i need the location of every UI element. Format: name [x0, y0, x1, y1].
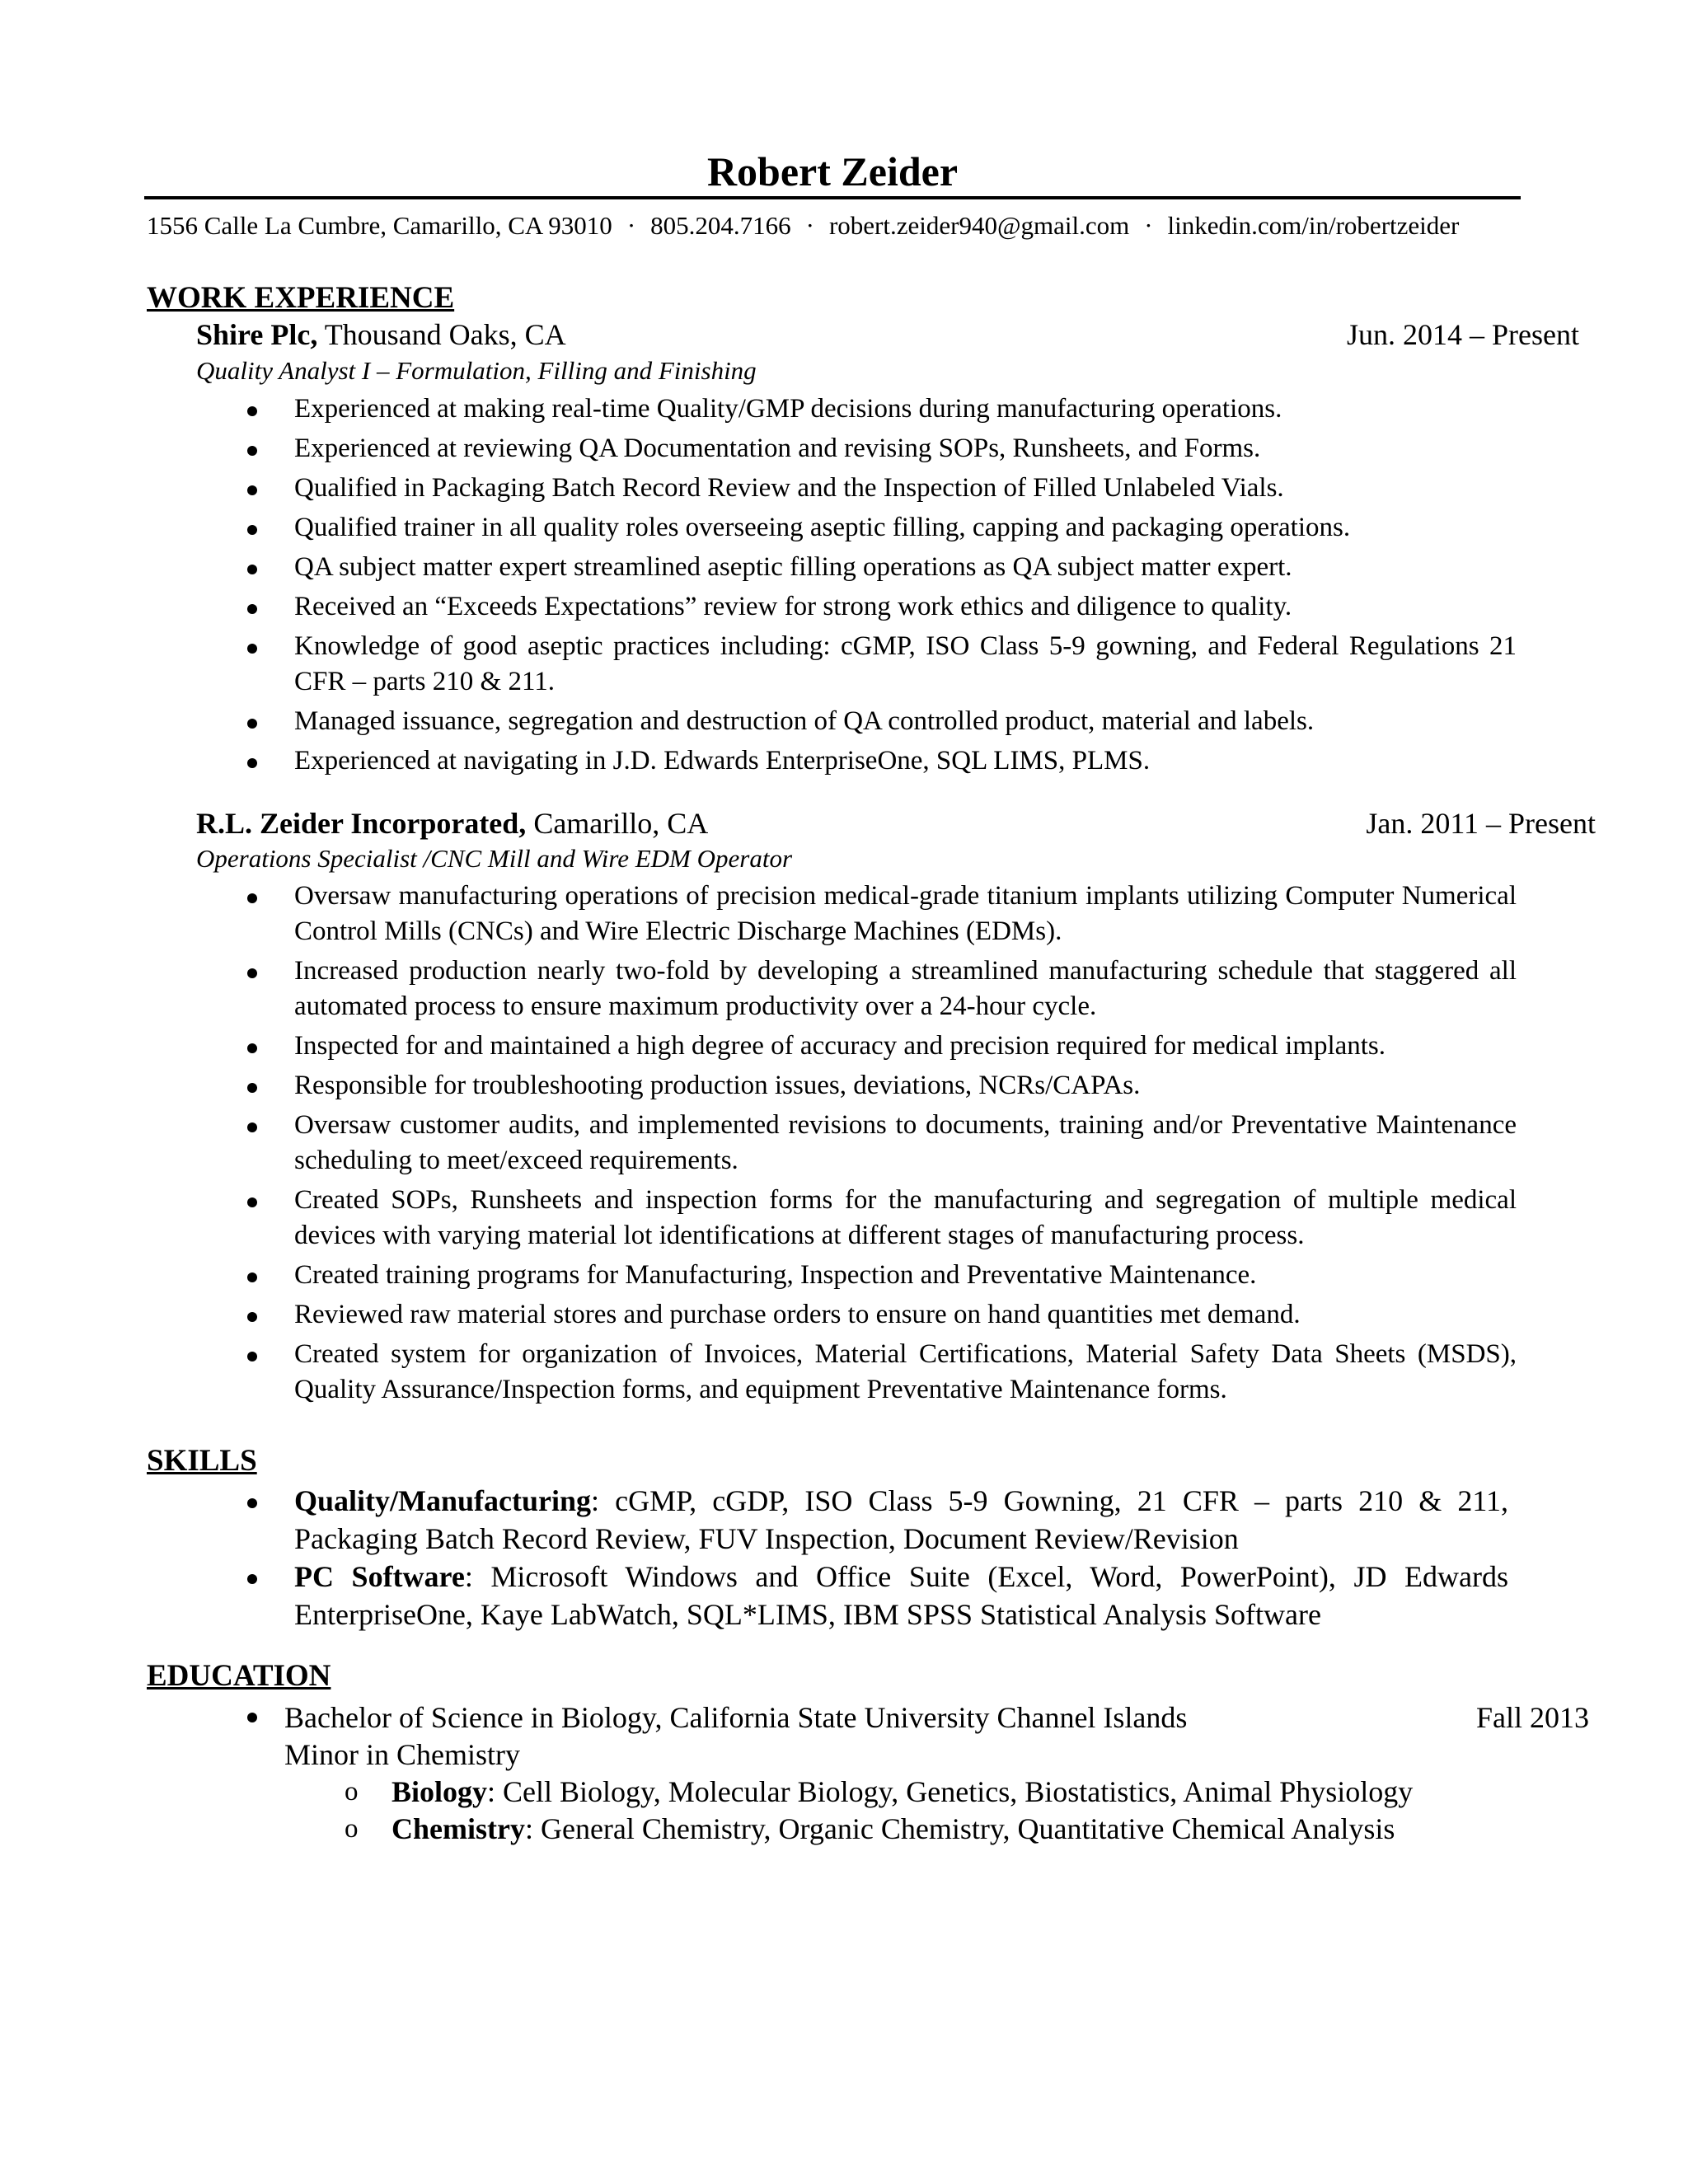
phone: 805.204.7166: [650, 211, 791, 240]
list-item: [247, 704, 1517, 739]
candidate-name: Robert Zeider: [706, 148, 959, 194]
coursework-label: Biology: [392, 1775, 488, 1808]
bullet-text: Oversaw manufacturing operations of precision medical-grade titanium implants utilizing Computer Numerical Control Mills (CNCs) and Wire Electric Discharge Machines (EDMs).: [294, 881, 1517, 946]
list-item: [247, 431, 1517, 466]
bullet-text: Increased production nearly two-fold by developing a streamlined manufacturing schedule that staggered all automated process to ensure maximum productivity over a 24-hour cycle.: [294, 956, 1517, 1021]
list-item: [247, 1068, 1517, 1104]
bullet-text: Created system for organization of Invoices, Material Certifications, Material Safety Data Sheets (MSDS), Quality Assurance/Inspection forms, and equipment Preventative Maintenance forms.: [294, 1339, 1517, 1404]
bullet-text: QA subject matter expert streamlined aseptic filling operations as QA subject matter expert.: [294, 552, 1292, 582]
list-item: [247, 1558, 1508, 1633]
list-item: [247, 1482, 1508, 1558]
bullet-marker: [247, 565, 257, 574]
contact-line: [147, 208, 1564, 244]
list-item: [247, 1183, 1517, 1254]
bullet-marker: [247, 1713, 257, 1722]
bullet-marker: [247, 446, 257, 456]
list-item: [247, 1258, 1517, 1293]
bullet-text: Qualified trainer in all quality roles overseeing aseptic filling, capping and packaging operations.: [294, 513, 1351, 542]
bullet-marker: [247, 604, 257, 614]
skills-list: [247, 1482, 1508, 1633]
skill-text: : cGMP, cGDP, ISO Class 5-9 Gowning, 21 CFR – parts 210 & 211, Packaging Batch Record Review, FUV Inspection, Document Review/Revision: [294, 1484, 1508, 1555]
job-header: [196, 804, 708, 843]
minor: Minor in Chemistry: [284, 1738, 520, 1771]
coursework-line: [392, 1810, 1395, 1848]
coursework-text: : General Chemistry, Organic Chemistry, Quantitative Chemical Analysis: [524, 1812, 1395, 1845]
list-item: [247, 550, 1517, 585]
bullet-text: Experienced at reviewing QA Documentation and revising SOPs, Runsheets, and Forms.: [294, 434, 1261, 463]
list-item: [247, 629, 1517, 700]
list-item: [247, 589, 1517, 625]
bullet-marker: [247, 1122, 257, 1132]
coursework-text: : Cell Biology, Molecular Biology, Genetics, Biostatistics, Animal Physiology: [487, 1775, 1414, 1808]
bullet-marker: [247, 1043, 257, 1053]
bullet-text: Received an “Exceeds Expectations” review for strong work ethics and diligence to quality.: [294, 592, 1292, 621]
bullet-marker: [247, 406, 257, 416]
linkedin: linkedin.com/in/robertzeider: [1167, 211, 1460, 240]
bullet-text: Created SOPs, Runsheets and inspection forms for the manufacturing and segregation of multiple medical devices with varying material lot identifications at different stages of manufacturing process.: [294, 1185, 1517, 1250]
name-divider: [144, 196, 1521, 199]
job-bullets: [247, 391, 1517, 783]
bullet-marker: [247, 1352, 257, 1361]
email: robert.zeider940@gmail.com: [828, 211, 1130, 240]
job-role: Quality Analyst I – Formulation, Filling and Finishing: [196, 356, 757, 385]
bullet-marker: [247, 893, 257, 903]
bullet-marker: [247, 1498, 257, 1508]
job-company: Shire Plc,: [196, 318, 318, 351]
bullet-text: Experienced at navigating in J.D. Edwards EnterpriseOne, SQL LIMS, PLMS.: [294, 746, 1151, 776]
bullet-text: Experienced at making real-time Quality/GMP decisions during manufacturing operations.: [294, 394, 1282, 424]
job-location: Camarillo, CA: [533, 807, 709, 840]
bullet-marker: [247, 1574, 257, 1584]
skill-text: : Microsoft Windows and Office Suite (Excel, Word, PowerPoint), JD Edwards EnterpriseOne, Kaye LabWatch, SQL*LIMS, IBM SPSS Statistical Analysis Software: [294, 1560, 1508, 1631]
list-item: [247, 391, 1517, 427]
bullet-marker: [247, 968, 257, 978]
job-header: [196, 315, 566, 354]
bullet-marker: [247, 719, 257, 729]
bullet-text: Knowledge of good aseptic practices including: cGMP, ISO Class 5-9 gowning, and Federal Regulations 21 CFR – parts 210 & 211.: [294, 631, 1517, 696]
list-item: [247, 954, 1517, 1024]
list-item: [247, 510, 1517, 546]
list-item: [247, 1029, 1517, 1064]
list-item: [247, 471, 1517, 506]
bullet-marker: [247, 485, 257, 495]
skill-label: PC Software: [294, 1560, 465, 1593]
contact-separator: ·: [805, 211, 814, 240]
job-dates: Jan. 2011 – Present: [1366, 807, 1596, 840]
job-bullets: [247, 879, 1517, 1412]
job-company: R.L. Zeider Incorporated,: [196, 807, 527, 840]
skill-label: Quality/Manufacturing: [294, 1484, 592, 1517]
coursework-line: [392, 1773, 1413, 1811]
coursework-label: Chemistry: [392, 1812, 525, 1845]
bullet-text: Managed issuance, segregation and destruction of QA controlled product, material and labels.: [294, 706, 1315, 736]
job-location: Thousand Oaks, CA: [324, 318, 566, 351]
bullet-text: Responsible for troubleshooting production issues, deviations, NCRs/CAPAs.: [294, 1071, 1141, 1100]
job-role: Operations Specialist /CNC Mill and Wire EDM Operator: [196, 844, 793, 873]
bullet-marker: [247, 1197, 257, 1207]
section-title-work: WORK EXPERIENCE: [147, 281, 455, 315]
bullet-marker: [247, 758, 257, 768]
bullet-marker: [247, 1312, 257, 1322]
bullet-text: Inspected for and maintained a high degree of accuracy and precision required for medical implants.: [294, 1031, 1386, 1061]
list-item: [247, 1297, 1517, 1333]
section-title-education: EDUCATION: [147, 1659, 331, 1693]
sub-bullet-marker: o: [345, 1777, 359, 1807]
list-item: [247, 1337, 1517, 1408]
graduation-date: Fall 2013: [1475, 1701, 1589, 1734]
bullet-text: Oversaw customer audits, and implemented revisions to documents, training and/or Preventative Maintenance scheduling to meet/exceed requirements.: [294, 1110, 1517, 1175]
bullet-marker: [247, 644, 257, 654]
section-title-skills: SKILLS: [147, 1444, 257, 1478]
list-item: [247, 743, 1517, 779]
contact-separator: ·: [1144, 211, 1153, 240]
bullet-marker: [247, 525, 257, 535]
address: 1556 Calle La Cumbre, Camarillo, CA 93010: [147, 211, 612, 240]
bullet-text: Reviewed raw material stores and purchase orders to ensure on hand quantities met demand.: [294, 1300, 1301, 1329]
sub-bullet-marker: o: [345, 1814, 359, 1844]
bullet-text: Qualified in Packaging Batch Record Review and the Inspection of Filled Unlabeled Vials.: [294, 473, 1284, 503]
bullet-marker: [247, 1272, 257, 1282]
contact-separator: ·: [626, 211, 636, 240]
list-item: [247, 879, 1517, 949]
bullet-text: Created training programs for Manufacturing, Inspection and Preventative Maintenance.: [294, 1260, 1257, 1290]
degree: Bachelor of Science in Biology, California State University Channel Islands: [284, 1701, 1188, 1734]
bullet-marker: [247, 1083, 257, 1093]
job-dates: Jun. 2014 – Present: [1347, 318, 1579, 351]
list-item: [247, 1108, 1517, 1179]
